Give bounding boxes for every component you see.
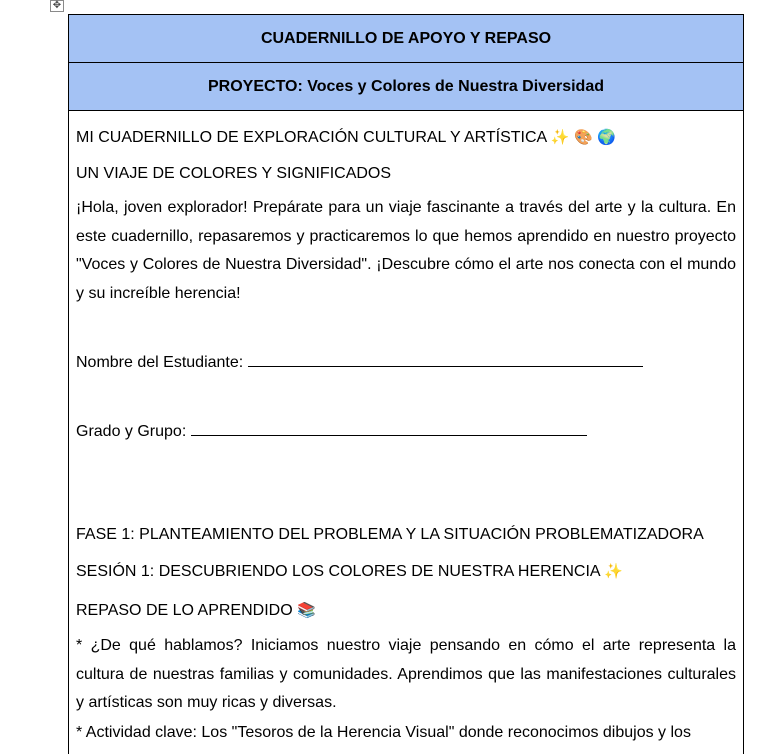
grade-group-field[interactable] xyxy=(76,423,587,441)
bullet-what-we-talk-about: * ¿De qué hablamos? Iniciamos nuestro viaje pensando en cómo el arte representa la cultura de nuestras familias y comunidades. Aprendimos que las manifestaciones culturales y artísticas son muy ricas y diversas. xyxy=(76,637,736,711)
student-name-blank[interactable] xyxy=(248,354,643,367)
sparkles-icon: ✨ xyxy=(550,128,570,146)
globe-icon: 🌍 xyxy=(597,128,616,146)
intro-paragraph: ¡Hola, joven explorador! Prepárate para un viaje fascinante a través del arte y la cultura. En este cuadernillo, repasaremos y practicaremos lo que hemos aprendido en nuestro proyecto "Voces y Colores de Nuestra Diversidad". ¡Descubre cómo el arte nos conecta con el mundo y su increíble herencia! xyxy=(76,199,736,302)
project-title: PROYECTO: Voces y Colores de Nuestra Diversidad xyxy=(208,77,604,95)
palette-icon: 🎨 xyxy=(573,128,593,146)
session-heading: SESIÓN 1: DESCUBRIENDO LOS COLORES DE NUESTRA HERENCIA ✨ xyxy=(76,562,623,580)
bullet-key-activity: * Actividad clave: Los "Tesoros de la Herencia Visual" donde reconocimos dibujos y los xyxy=(76,724,691,741)
notebook-heading: MI CUADERNILLO DE EXPLORACIÓN CULTURAL Y ARTÍSTICA ✨ 🎨 🌍 xyxy=(76,128,616,146)
student-name-field[interactable] xyxy=(76,354,643,372)
sparkles-icon: ✨ xyxy=(604,562,623,580)
notebook-subheading: UN VIAJE DE COLORES Y SIGNIFICADOS xyxy=(76,165,392,182)
table-move-handle-icon[interactable]: ✥ xyxy=(50,0,64,12)
review-heading: REPASO DE LO APRENDIDO 📚 xyxy=(76,601,316,619)
phase-heading: FASE 1: PLANTEAMIENTO DEL PROBLEMA Y LA SITUACIÓN PROBLEMATIZADORA xyxy=(76,526,704,543)
student-name-label: Nombre del Estudiante: xyxy=(76,354,248,371)
title-cell xyxy=(69,15,743,63)
books-icon: 📚 xyxy=(297,601,316,619)
grade-group-label: Grado y Grupo: xyxy=(76,423,191,440)
document-title: CUADERNILLO DE APOYO Y REPASO xyxy=(260,29,552,47)
grade-group-blank[interactable] xyxy=(191,423,587,436)
project-cell xyxy=(69,63,743,111)
